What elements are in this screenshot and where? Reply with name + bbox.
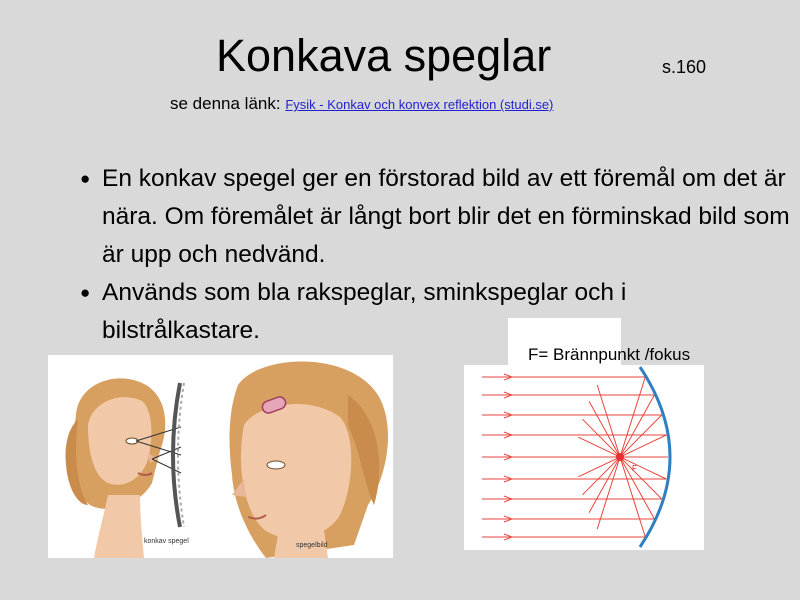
focus-label: F [632, 464, 637, 473]
ray-diagram-svg [464, 365, 704, 550]
focus-ray-diagram [464, 365, 704, 550]
bullet-item [80, 274, 790, 350]
mirror-label: konkav spegel [144, 538, 189, 545]
link-prefix: se denna länk: [170, 94, 281, 113]
focus-caption: F= Brännpunkt /fokus [528, 345, 691, 364]
mirror-face-drawing [48, 355, 393, 558]
bullet-dot-icon: ● [80, 283, 91, 302]
bullet-text: Används som bla rakspeglar, sminkspeglar och i bilstrålkastare. [102, 279, 627, 344]
bullet-item [80, 160, 790, 274]
link-line [170, 94, 553, 115]
girl-mirror-image-icon [230, 361, 389, 558]
bullet-text: En konkav spegel ger en förstorad bild av ett föremål om det är nära. Om föremålet är långt bort blir det en förminskad bild som är upp och nedvänd. [102, 165, 790, 268]
slide-title: Konkava speglar [216, 30, 552, 81]
focus-point-icon [616, 453, 624, 461]
bullet-list [80, 160, 790, 350]
page-reference: s.160 [662, 57, 707, 77]
studi-link[interactable]: Fysik - Konkav och konvex reflektion (studi.se) [285, 97, 554, 112]
concave-mirror-illustration [48, 355, 393, 558]
image-label: spegelbild [296, 542, 328, 549]
reflected-ray [597, 377, 645, 529]
reflected-ray [597, 385, 645, 537]
girl-head-icon [66, 378, 166, 558]
bullet-dot-icon: ● [80, 169, 91, 188]
